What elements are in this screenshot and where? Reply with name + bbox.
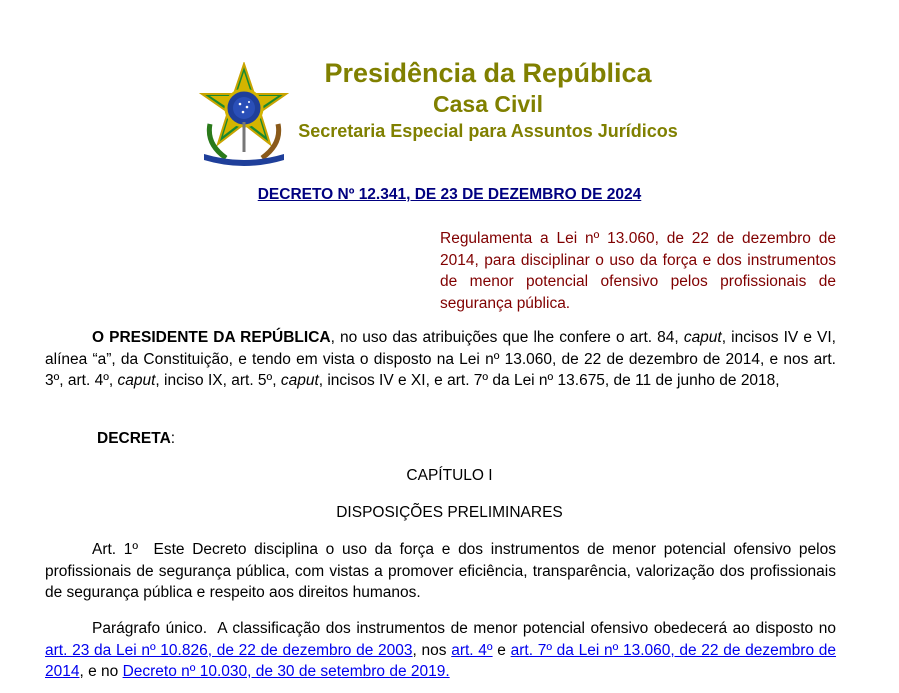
preamble-text-3: , inciso IX, art. 5º, bbox=[155, 372, 281, 389]
link-lei-10826[interactable]: art. 23 da Lei nº 10.826, de 22 de dezembro de 2003 bbox=[45, 641, 413, 659]
link-lei-13060[interactable]: art. 7º da Lei nº 13.060, de 22 de dezembro de 2014 bbox=[45, 641, 837, 680]
article-1-text: Este Decreto disciplina o uso da força e dos instrumentos de menor potencial ofensivo pelos profissionais de segurança pública, com vistas a promover eficiência, transparência, valorização dos profissionais de segurança pública e respeito aos direitos humanos. bbox=[45, 541, 836, 601]
paragrafo-text-4: , e no bbox=[79, 663, 123, 680]
preamble-text-1: , no uso das atribuições que lhe confere o art. 84, bbox=[330, 329, 684, 346]
chapter-number: CAPÍTULO I bbox=[406, 467, 493, 484]
paragrafo-text-2: , nos bbox=[412, 641, 452, 659]
page-title: Presidência da República bbox=[324, 58, 652, 88]
paragrafo-label: Parágrafo único. bbox=[92, 620, 207, 637]
paragrafo-text-3: e bbox=[492, 641, 511, 659]
preamble-text-2: , incisos IV e VI, alínea “a”, da Constituição, e tendo em vista o disposto na Lei nº 13.060, de 22 de dezembro de 2014, e nos art. 3º, art. 4º, bbox=[45, 329, 836, 389]
preamble-caput-2: caput bbox=[117, 372, 156, 389]
link-art-4[interactable]: art. 4º bbox=[451, 641, 493, 659]
decreta-colon: : bbox=[170, 430, 176, 447]
decree-title bbox=[0, 186, 899, 204]
preamble-text-4: , incisos IV e XI, e art. 7º da Lei nº 13.675, de 11 de junho de 2018, bbox=[318, 372, 780, 389]
paragrafo-text-1: A classificação dos instrumentos de menor potencial ofensivo obedecerá ao disposto no bbox=[217, 620, 836, 637]
paragrafo-unico bbox=[45, 618, 836, 683]
page-subtitle: Casa Civil bbox=[433, 91, 543, 117]
chapter-name: DISPOSIÇÕES PRELIMINARES bbox=[336, 504, 563, 521]
preamble-bold: O PRESIDENTE DA REPÚBLICA bbox=[92, 329, 331, 346]
link-decreto-10030[interactable]: Decreto nº 10.030, de 30 de setembro de 2019. bbox=[122, 663, 450, 680]
article-1 bbox=[45, 539, 836, 604]
decree-ementa: Regulamenta a Lei nº 13.060, de 22 de dezembro de 2014, para disciplinar o uso da força e dos instrumentos de menor potencial ofensivo pelos profissionais de segurança pública. bbox=[440, 230, 836, 312]
decree-title-link[interactable]: DECRETO Nº 12.341, DE 23 DE DEZEMBRO DE 2024 bbox=[257, 186, 642, 203]
page-header bbox=[0, 0, 899, 185]
preamble-caput-1: caput bbox=[683, 329, 722, 346]
secretaria-name: Secretaria Especial para Assuntos Jurídicos bbox=[298, 121, 678, 141]
decreta-bold: DECRETA bbox=[97, 430, 171, 447]
header-text bbox=[298, 56, 678, 144]
brasil-coat-of-arms-icon bbox=[196, 62, 292, 166]
decreta bbox=[45, 428, 836, 450]
article-1-label: Art. 1º bbox=[92, 541, 139, 558]
preamble-caput-3: caput bbox=[280, 372, 319, 389]
preamble bbox=[45, 327, 836, 392]
